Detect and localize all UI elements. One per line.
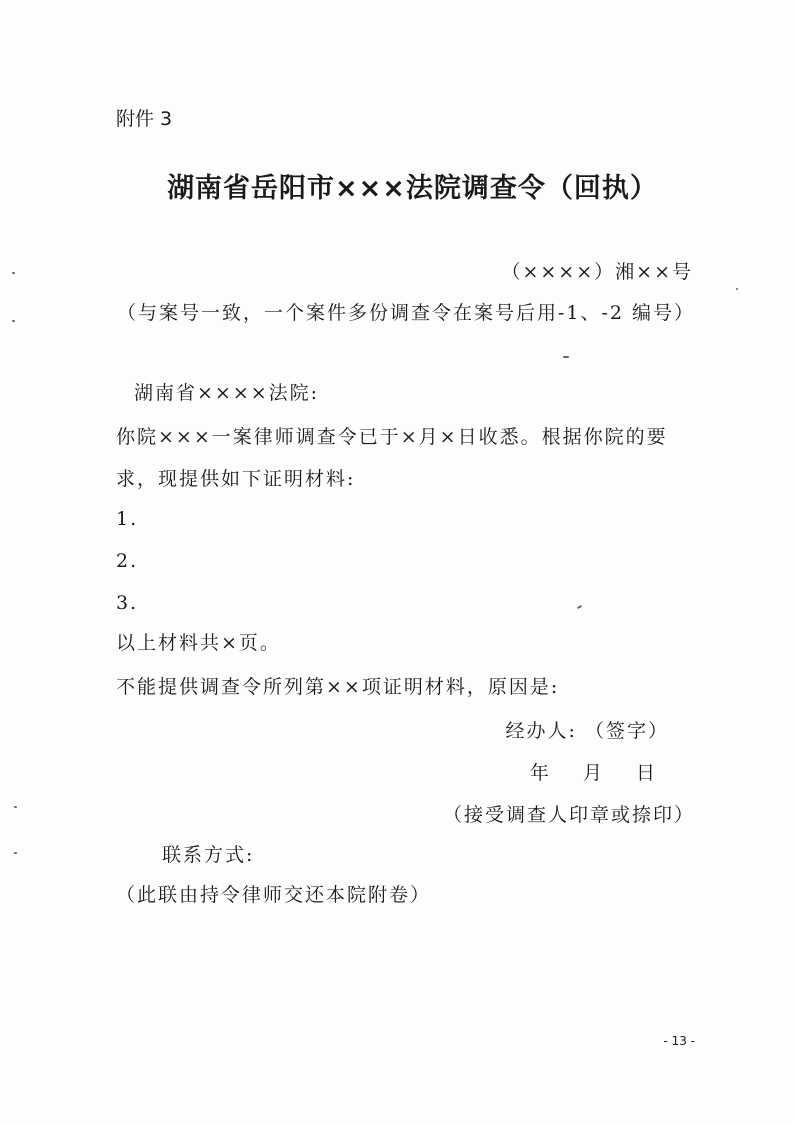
contact-label: 联系方式: xyxy=(162,844,255,866)
scan-speck xyxy=(14,852,17,854)
list-item: 1. xyxy=(116,508,139,530)
case-number: （××××）湘××号 xyxy=(501,261,693,283)
list-item: 2. xyxy=(116,550,139,572)
scan-speck xyxy=(563,356,569,358)
scan-speck xyxy=(14,806,17,808)
materials-total: 以上材料共×页。 xyxy=(116,632,281,654)
scan-speck xyxy=(577,605,582,609)
case-number-note: （与案号一致，一个案件多份调查令在案号后用-1、-2 编号） xyxy=(116,302,695,324)
document-title: 湖南省岳阳市×××法院调查令（回执） xyxy=(167,173,658,204)
seal-note: （接受调查人印章或捺印） xyxy=(442,804,695,826)
addressee: 湖南省××××法院: xyxy=(134,382,320,404)
paragraph-line-1: 你院×××一案律师调查令已于×月×日收悉。根据你院的要 xyxy=(116,426,668,448)
paragraph-line-2: 求，现提供如下证明材料: xyxy=(116,468,356,490)
handler-signature: 经办人: （签字） xyxy=(505,720,669,742)
page-number: - 13 - xyxy=(663,1034,695,1048)
date-placeholder: 年 月 日 xyxy=(529,762,657,784)
scan-speck xyxy=(736,288,738,290)
attachment-label: 附件 3 xyxy=(116,108,173,130)
list-item: 3. xyxy=(116,592,139,614)
unable-provide-reason: 不能提供调查令所列第××项证明材料，原因是: xyxy=(116,676,560,698)
scan-speck xyxy=(12,272,15,274)
scan-speck xyxy=(12,320,15,322)
return-note: （此联由持令律师交还本院附卷） xyxy=(116,884,432,906)
